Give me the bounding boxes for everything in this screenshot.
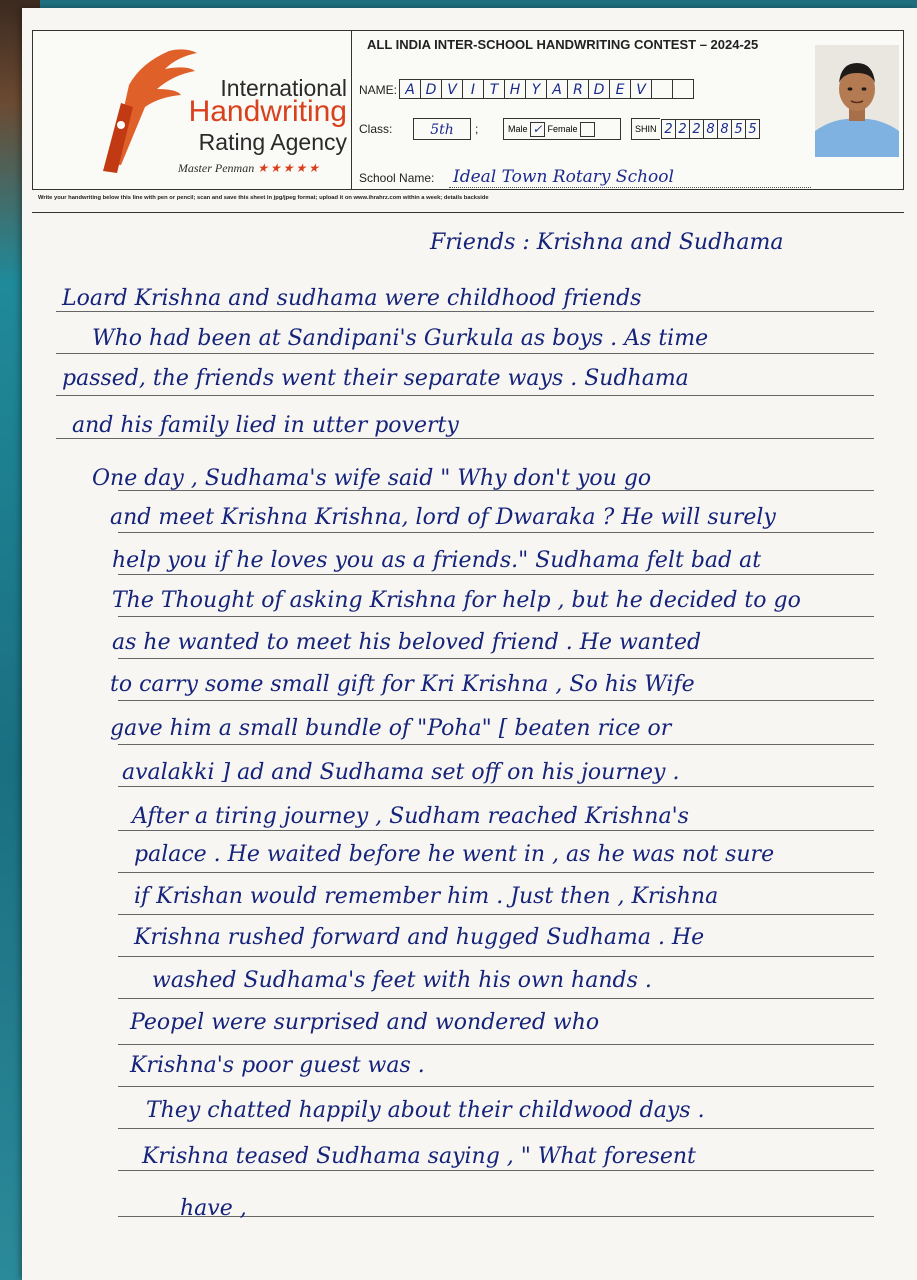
ruled-line (118, 1128, 874, 1129)
shin-field[interactable] (661, 119, 759, 139)
contest-title: ALL INDIA INTER-SCHOOL HANDWRITING CONTEST – 2024-25 (367, 37, 759, 52)
ruled-line (118, 786, 874, 787)
ruled-line (118, 1086, 874, 1087)
name-letter-cell[interactable]: I (462, 79, 484, 99)
school-name-value[interactable]: Ideal Town Rotary School (453, 167, 674, 187)
logo-tagline-text: Master Penman (177, 161, 255, 175)
ruled-line (118, 574, 874, 575)
name-letter-cell[interactable] (672, 79, 694, 99)
handwritten-line: to carry some small gift for Kri Krishna , So his Wife (110, 672, 695, 697)
handwritten-line: if Krishan would remember him . Just then , Krishna (134, 884, 719, 909)
handwritten-line: gave him a small bundle of "Poha" [ beaten rice or (110, 716, 672, 741)
ruled-line (56, 395, 874, 396)
school-name-underline (449, 187, 811, 188)
student-photo (815, 45, 899, 157)
name-letter-cell[interactable]: V (441, 79, 463, 99)
logo-word-international: International (220, 75, 347, 101)
gender-field (503, 118, 621, 140)
class-separator: ; (475, 122, 479, 136)
ruled-line (118, 616, 874, 617)
handwritten-line: and meet Krishna Krishna, lord of Dwaraka ? He will surely (110, 505, 776, 530)
female-checkbox[interactable] (580, 122, 595, 137)
handwritten-line: washed Sudhama's feet with his own hands . (152, 968, 652, 993)
shin-digit-cell[interactable]: 8 (717, 119, 732, 139)
name-letter-cell[interactable]: E (609, 79, 631, 99)
ruled-line (56, 353, 874, 354)
ruled-line (118, 914, 874, 915)
handwritten-line: palace . He waited before he went in , as he was not sure (134, 842, 775, 867)
female-label: Female (547, 124, 578, 134)
shin-digit-cell[interactable]: 5 (731, 119, 746, 139)
name-letter-cell[interactable]: A (399, 79, 421, 99)
handwritten-line: as he wanted to meet his beloved friend . He wanted (112, 630, 702, 655)
name-label: NAME: (359, 83, 398, 97)
logo-tagline (178, 161, 321, 176)
handwritten-line: After a tiring journey , Sudham reached Krishna's (132, 804, 689, 829)
male-checkbox[interactable]: ✓ (530, 122, 545, 137)
handwriting-sheet (22, 8, 917, 1280)
name-letter-cell[interactable]: R (567, 79, 589, 99)
upload-instructions: Write your handwriting below this line with pen or pencil; scan and save this sheet in jpg/jpeg format; upload it on www.ihrahrz.com within a week; details backside (38, 195, 489, 201)
handwritten-line: Loard Krishna and sudhama were childhood friends (62, 286, 642, 311)
shin-digit-cell[interactable]: 5 (745, 119, 760, 139)
handwritten-line: Who had been at Sandipani's Gurkula as boys . As time (92, 326, 709, 351)
ruled-line (118, 956, 874, 957)
shin-digit-cell[interactable]: 2 (675, 119, 690, 139)
class-label: Class: (359, 122, 393, 136)
handwritten-line: One day , Sudhama's wife said " Why don't you go (92, 466, 652, 491)
ruled-line (118, 1170, 874, 1171)
handwritten-line: passed, the friends went their separate ways . Sudhama (62, 366, 689, 391)
student-portrait-icon (815, 45, 899, 157)
handwritten-line: and his family lied in utter poverty (72, 413, 459, 438)
entry-form (353, 31, 813, 189)
handwritten-line: The Thought of asking Krishna for help , but he decided to go (112, 588, 801, 613)
name-letter-cell[interactable]: D (420, 79, 442, 99)
school-label: School Name: (359, 171, 435, 185)
ruled-line (118, 998, 874, 999)
class-field[interactable]: 5th (413, 118, 471, 140)
ruled-line (118, 830, 874, 831)
ruled-line (118, 658, 874, 659)
handwritten-line: help you if he loves you as a friends." Sudhama felt bad at (112, 548, 762, 573)
name-letter-cell[interactable]: A (546, 79, 568, 99)
male-label: Male (508, 124, 528, 134)
ruled-line (118, 872, 874, 873)
ruled-line (56, 311, 874, 312)
shin-digit-cell[interactable]: 2 (661, 119, 676, 139)
handwritten-line: They chatted happily about their childwood days . (146, 1098, 705, 1123)
ruled-line (118, 700, 874, 701)
shin-digit-cell[interactable]: 2 (689, 119, 704, 139)
handwritten-line: Krishna rushed forward and hugged Sudhama . He (134, 925, 705, 950)
logo-word-rating-agency: Rating Agency (198, 129, 347, 155)
name-letter-cell[interactable]: T (483, 79, 505, 99)
shin-label: SHIN (631, 118, 660, 140)
name-letter-cell[interactable]: V (630, 79, 652, 99)
pen-nib-logo-icon (81, 45, 201, 175)
handwritten-line: Krishna teased Sudhama saying , " What foresent (142, 1144, 696, 1169)
instruction-divider (32, 212, 904, 213)
handwritten-line: have , (180, 1196, 247, 1221)
handwritten-line: Krishna's poor guest was . (130, 1053, 425, 1078)
name-field[interactable] (399, 79, 693, 99)
ruled-line (118, 744, 874, 745)
ruled-line (118, 1044, 874, 1045)
shin-digit-cell[interactable]: 8 (703, 119, 718, 139)
logo-stars: ★★★★★ (257, 161, 321, 175)
handwritten-line: avalakki ] ad and Sudhama set off on his journey . (122, 760, 680, 785)
sheet-header (32, 30, 904, 190)
ruled-line (118, 532, 874, 533)
ruled-line (56, 438, 874, 439)
logo-word-handwriting: Handwriting (188, 95, 347, 128)
name-letter-cell[interactable]: D (588, 79, 610, 99)
name-letter-cell[interactable]: H (504, 79, 526, 99)
agency-logo (33, 31, 352, 189)
handwritten-line: Peopel were surprised and wondered who (130, 1010, 600, 1035)
name-letter-cell[interactable] (651, 79, 673, 99)
name-letter-cell[interactable]: Y (525, 79, 547, 99)
essay-title: Friends : Krishna and Sudhama (430, 230, 784, 255)
